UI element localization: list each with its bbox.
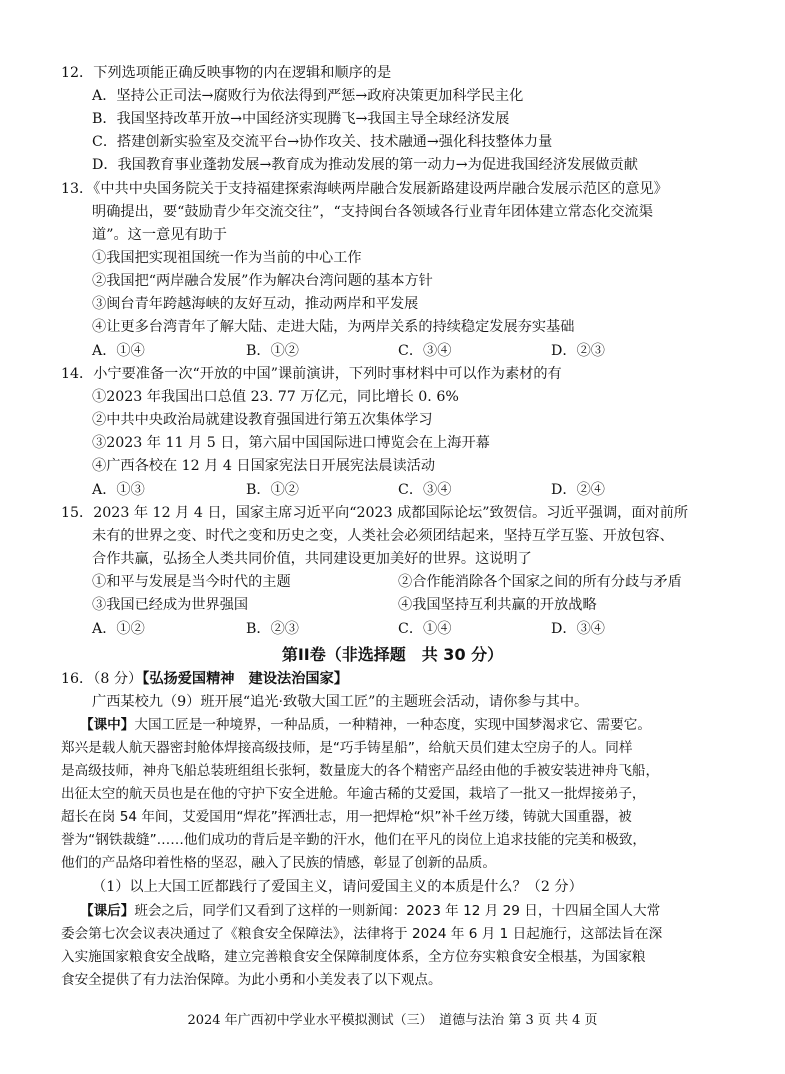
question-15-item-1: ①和平与发展是当今时代的主题	[92, 574, 291, 590]
question-15-stem-line-1: 15．2023 年 12 月 4 日，国家主席习近平向“2023 成都国际论坛”致贺信。习近平强调，面对前所	[61, 505, 689, 521]
question-14-item-4: ④广西各校在 12 月 4 日国家宪法日开展宪法晨读活动	[92, 458, 436, 474]
question-14-item-3: ③2023 年 11 月 5 日，第六届中国国际进口博览会在上海开幕	[92, 435, 490, 451]
question-15-item-4: ④我国坚持互利共赢的开放战略	[398, 597, 597, 613]
question-14-choice-b: B．①②	[246, 482, 299, 498]
section-2-title: 第II卷（非选择题 共 30 分）	[281, 645, 504, 664]
question-13-choice-c: C．③④	[398, 343, 452, 359]
question-16-after-line-4: 食安全提供了有力法治保障。为此小勇和小美发表了以下观点。	[61, 972, 442, 988]
question-16-after-line-1	[80, 900, 660, 922]
question-16-class-line-5: 超长在岗 54 年间，艾爱国用“焊花”挥洒壮志，用一把焊枪“炽”补千丝万缕，铸就大国重器，被	[61, 809, 632, 825]
question-16-class-line-2: 郑兴是载人航天器密封舱体焊接高级技师，是“巧手铸星船”，给航天员们建太空房子的人。同样	[61, 740, 633, 756]
question-14-choice-a: A．①③	[92, 482, 145, 498]
question-15-choice-a: A．①②	[92, 621, 145, 637]
question-16-number: 16．（8 分）	[61, 671, 143, 687]
question-16-intro: 广西某校九（9）班开展“追光·致敬大国工匠”的主题班会活动，请你参与其中。	[92, 694, 589, 710]
after-class-label: 【课后】	[80, 903, 135, 919]
question-16-tag: 【弘扬爱国精神 建设法治国家】	[142, 671, 348, 687]
question-13-item-4: ④让更多台湾青年了解大陆、走进大陆，为两岸关系的持续稳定发展夯实基础	[92, 319, 575, 335]
question-15-choice-d: D．③④	[551, 621, 605, 637]
question-16-header	[61, 668, 348, 690]
question-13-stem-line-2: 明确提出，要“鼓励青少年交流交往”，“支持闽台各领域各行业青年团体建立常态化交流渠	[92, 204, 653, 220]
question-12-option-b: B．我国坚持改革开放→中国经济实现腾飞→我国主导全球经济发展	[92, 111, 510, 127]
question-16-sub-question-1: （1）以上大国工匠都践行了爱国主义，请问爱国主义的本质是什么？（2 分）	[92, 879, 583, 895]
question-14-item-2: ②中共中央政治局就建设教育强国进行第五次集体学习	[92, 412, 433, 428]
question-14-item-1: ①2023 年我国出口总值 23. 77 万亿元，同比增长 0. 6%	[92, 389, 459, 405]
question-13-choice-d: D．②③	[551, 343, 605, 359]
question-16-class-line-3: 是高级技师，神舟飞船总装班组组长张轲，数量庞大的各个精密产品经由他的手被安装进神舟飞船，	[61, 763, 660, 779]
question-15-stem-line-3: 合作共赢，弘扬全人类共同价值，共同建设更加美好的世界。这说明了	[92, 551, 532, 567]
class-text-1: 大国工匠是一种境界，一种品质，一种精神，一种态度，实现中国梦渴求它、需要它。	[134, 717, 651, 733]
question-15-stem-line-2: 未有的世界之变、时代之变和历史之变，人类社会必须团结起来，坚持互学互鉴、开放包容、	[92, 528, 674, 544]
question-16-after-line-3: 入实施国家粮食安全战略，建立完善粮食安全保障制度体系，全方位夯实粮食安全根基，为国家粮	[61, 949, 646, 965]
question-15-choice-c: C．①④	[398, 621, 452, 637]
question-13-choice-b: B．①②	[246, 343, 299, 359]
question-13-stem-line-3: 道”。这一意见有助于	[92, 227, 227, 243]
question-16-class-line-1	[80, 714, 651, 736]
question-16-class-line-4: 出征太空的航天员也是在他的守护下安全进舱。年逾古稀的艾爱国，栽培了一批又一批焊接弟子，	[61, 786, 646, 802]
question-12-option-c: C．搭建创新实验室及交流平台→协作攻关、技术融通→强化科技整体力量	[92, 134, 553, 150]
question-12-option-a: A．坚持公正司法→腐败行为依法得到严惩→政府决策更加科学民主化	[92, 88, 524, 104]
question-15-item-3: ③我国已经成为世界强国	[92, 597, 249, 613]
question-15-item-2: ②合作能消除各个国家之间的所有分歧与矛盾	[398, 574, 682, 590]
question-15-choice-b: B．②③	[246, 621, 299, 637]
question-14-stem: 14．小宁要准备一次“开放的中国”课前演讲，下列时事材料中可以作为素材的有	[61, 366, 562, 382]
after-text-1: 班会之后，同学们又看到了这样的一则新闻：2023 年 12 月 29 日，十四届全国人大常	[134, 903, 661, 919]
question-13-item-2: ②我国把“两岸融合发展”作为解决台湾问题的基本方针	[92, 273, 433, 289]
question-12-stem: 12．下列选项能正确反映事物的内在逻辑和顺序的是	[61, 65, 392, 81]
question-12-option-d: D．我国教育事业蓬勃发展→教育成为推动发展的第一动力→为促进我国经济发展做贡献	[92, 157, 638, 173]
question-13-stem-line-1: 13．《中共中央国务院关于支持福建探索海峡两岸融合发展新路建设两岸融合发展示范区的意见》	[61, 181, 668, 197]
question-14-choice-d: D．②④	[551, 482, 605, 498]
question-14-choice-c: C．③④	[398, 482, 452, 498]
class-section-label: 【课中】	[80, 717, 135, 733]
question-13-item-1: ①我国把实现祖国统一作为当前的中心工作	[92, 250, 362, 266]
question-13-item-3: ③闽台青年跨越海峡的友好互动，推动两岸和平发展	[92, 296, 419, 312]
question-16-class-line-6: 誉为“钢铁裁缝”……他们成功的背后是辛勤的汗水，他们在平凡的岗位上追求技能的完美和极致，	[61, 832, 647, 848]
question-13-choice-a: A．①④	[92, 343, 145, 359]
page-footer: 2024 年广西初中学业水平模拟测试（三） 道德与法治 第 3 页 共 4 页	[187, 1013, 598, 1028]
question-16-class-line-7: 他们的产品烙印着性格的坚忍，融入了民族的情感，彰显了创新的品质。	[61, 855, 496, 871]
question-16-after-line-2: 委会第七次会议表决通过了《粮食安全保障法》，法律将于 2024 年 6 月 1 日起施行，这部法旨在深	[61, 926, 663, 942]
